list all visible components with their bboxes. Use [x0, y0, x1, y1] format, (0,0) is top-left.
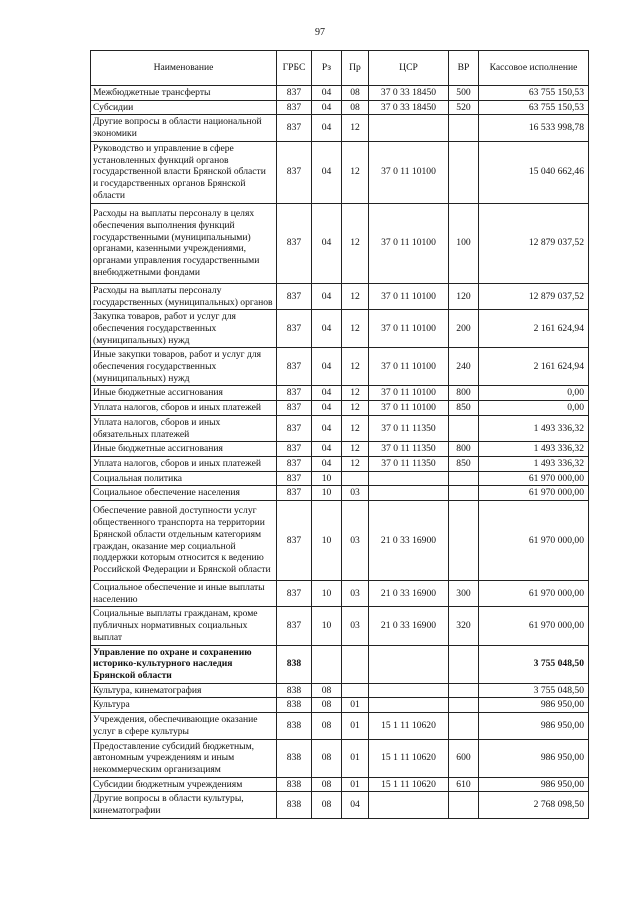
cell-vr: 850	[449, 401, 479, 416]
cell-rz: 08	[312, 739, 342, 777]
cell-pr: 12	[342, 386, 369, 401]
cell-rz: 04	[312, 115, 342, 141]
cell-csr	[369, 698, 449, 713]
cell-name: Социальные выплаты гражданам, кроме публичных нормативных социальных выплат	[91, 607, 277, 645]
cell-pr	[342, 471, 369, 486]
cell-pr: 03	[342, 501, 369, 581]
table-row	[91, 115, 589, 141]
cell-csr: 37 0 11 11350	[369, 415, 449, 441]
cell-rz: 04	[312, 348, 342, 386]
cell-rz: 04	[312, 401, 342, 416]
cell-name: Социальное обеспечение и иные выплаты населению	[91, 581, 277, 607]
cell-grbs: 837	[277, 348, 312, 386]
cell-name: Иные бюджетные ассигнования	[91, 442, 277, 457]
cell-amount: 63 755 150,53	[479, 86, 589, 101]
cell-vr	[449, 471, 479, 486]
cell-pr: 04	[342, 792, 369, 818]
cell-pr: 12	[342, 141, 369, 203]
cell-name: Уплата налогов, сборов и иных платежей	[91, 401, 277, 416]
cell-pr	[342, 645, 369, 683]
table-row	[91, 486, 589, 501]
cell-rz: 04	[312, 456, 342, 471]
cell-csr: 37 0 33 18450	[369, 100, 449, 115]
table-row	[91, 386, 589, 401]
cell-amount: 61 970 000,00	[479, 486, 589, 501]
cell-vr: 200	[449, 310, 479, 348]
cell-pr	[342, 683, 369, 698]
table-row	[91, 100, 589, 115]
cell-pr: 03	[342, 581, 369, 607]
cell-vr	[449, 141, 479, 203]
table-row	[91, 401, 589, 416]
cell-grbs: 837	[277, 115, 312, 141]
cell-grbs: 838	[277, 698, 312, 713]
cell-name: Культура	[91, 698, 277, 713]
cell-csr: 21 0 33 16900	[369, 607, 449, 645]
table-row	[91, 739, 589, 777]
cell-name: Закупка товаров, работ и услуг для обеспечения государственных (муниципальных) нужд	[91, 310, 277, 348]
table-row	[91, 442, 589, 457]
cell-amount: 2 161 624,94	[479, 348, 589, 386]
cell-csr	[369, 645, 449, 683]
cell-grbs: 838	[277, 739, 312, 777]
table-row	[91, 792, 589, 818]
cell-grbs: 837	[277, 141, 312, 203]
cell-vr: 800	[449, 386, 479, 401]
cell-csr: 37 0 11 10100	[369, 141, 449, 203]
cell-pr: 01	[342, 713, 369, 739]
cell-grbs: 838	[277, 645, 312, 683]
cell-amount: 1 493 336,32	[479, 415, 589, 441]
cell-vr: 500	[449, 86, 479, 101]
cell-rz: 10	[312, 607, 342, 645]
cell-amount: 12 879 037,52	[479, 203, 589, 283]
cell-csr: 37 0 33 18450	[369, 86, 449, 101]
cell-csr	[369, 115, 449, 141]
cell-csr	[369, 471, 449, 486]
table-row	[91, 456, 589, 471]
cell-pr: 12	[342, 115, 369, 141]
cell-pr: 03	[342, 607, 369, 645]
table-row	[91, 683, 589, 698]
cell-vr	[449, 115, 479, 141]
cell-vr	[449, 792, 479, 818]
cell-amount: 61 970 000,00	[479, 471, 589, 486]
cell-name: Управление по охране и сохранению историко-культурного наследия Брянской области	[91, 645, 277, 683]
table-row	[91, 310, 589, 348]
cell-csr: 37 0 11 10100	[369, 283, 449, 309]
cell-grbs: 837	[277, 386, 312, 401]
header-grbs: ГРБС	[277, 51, 312, 86]
cell-csr: 37 0 11 10100	[369, 386, 449, 401]
cell-rz: 08	[312, 777, 342, 792]
table-row	[91, 348, 589, 386]
cell-csr: 15 1 11 10620	[369, 777, 449, 792]
cell-amount: 986 950,00	[479, 739, 589, 777]
header-rz: Рз	[312, 51, 342, 86]
table-row	[91, 203, 589, 283]
cell-vr: 240	[449, 348, 479, 386]
cell-vr: 320	[449, 607, 479, 645]
cell-vr: 610	[449, 777, 479, 792]
cell-csr: 37 0 11 10100	[369, 310, 449, 348]
cell-rz: 04	[312, 442, 342, 457]
cell-name: Руководство и управление в сфере установленных функций органов государственной власти Брянской области и государственных органов Брянской области	[91, 141, 277, 203]
cell-name: Субсидии	[91, 100, 277, 115]
cell-rz: 04	[312, 141, 342, 203]
cell-vr: 120	[449, 283, 479, 309]
cell-name: Обеспечение равной доступности услуг общественного транспорта на территории Брянской области отдельным категориям граждан, оказание мер социальной поддержки которым относится к ведению Российской Федерации и Брянской области	[91, 501, 277, 581]
cell-grbs: 837	[277, 456, 312, 471]
cell-amount: 61 970 000,00	[479, 581, 589, 607]
cell-rz: 04	[312, 283, 342, 309]
cell-name: Субсидии бюджетным учреждениям	[91, 777, 277, 792]
cell-amount: 986 950,00	[479, 777, 589, 792]
cell-pr: 12	[342, 401, 369, 416]
cell-rz: 10	[312, 501, 342, 581]
cell-rz: 10	[312, 581, 342, 607]
cell-csr: 15 1 11 10620	[369, 713, 449, 739]
cell-csr: 37 0 11 10100	[369, 401, 449, 416]
table-row	[91, 415, 589, 441]
cell-amount: 1 493 336,32	[479, 442, 589, 457]
cell-rz: 04	[312, 203, 342, 283]
cell-name: Уплата налогов, сборов и иных платежей	[91, 456, 277, 471]
cell-csr: 15 1 11 10620	[369, 739, 449, 777]
cell-vr: 850	[449, 456, 479, 471]
cell-csr: 21 0 33 16900	[369, 501, 449, 581]
cell-csr: 37 0 11 11350	[369, 442, 449, 457]
cell-csr: 37 0 11 10100	[369, 203, 449, 283]
cell-rz	[312, 645, 342, 683]
cell-grbs: 837	[277, 486, 312, 501]
cell-rz: 04	[312, 386, 342, 401]
cell-rz: 04	[312, 86, 342, 101]
cell-amount: 63 755 150,53	[479, 100, 589, 115]
cell-grbs: 837	[277, 401, 312, 416]
cell-vr: 520	[449, 100, 479, 115]
table-row	[91, 698, 589, 713]
cell-vr	[449, 415, 479, 441]
cell-amount: 1 493 336,32	[479, 456, 589, 471]
cell-amount: 3 755 048,50	[479, 683, 589, 698]
cell-pr: 12	[342, 415, 369, 441]
cell-amount: 16 533 998,78	[479, 115, 589, 141]
cell-pr: 12	[342, 442, 369, 457]
cell-grbs: 837	[277, 442, 312, 457]
cell-pr: 12	[342, 348, 369, 386]
cell-name: Другие вопросы в области национальной экономики	[91, 115, 277, 141]
cell-pr: 12	[342, 283, 369, 309]
cell-csr: 37 0 11 11350	[369, 456, 449, 471]
cell-rz: 08	[312, 792, 342, 818]
cell-grbs: 837	[277, 283, 312, 309]
cell-rz: 10	[312, 486, 342, 501]
cell-vr: 300	[449, 581, 479, 607]
cell-vr	[449, 683, 479, 698]
table-row	[91, 713, 589, 739]
cell-name: Предоставление субсидий бюджетным, автономным учреждениям и иным некоммерческим организациям	[91, 739, 277, 777]
cell-amount: 3 755 048,50	[479, 645, 589, 683]
cell-vr	[449, 486, 479, 501]
cell-grbs: 838	[277, 792, 312, 818]
cell-amount: 61 970 000,00	[479, 607, 589, 645]
header-amount: Кассовое исполнение	[479, 51, 589, 86]
cell-name: Иные бюджетные ассигнования	[91, 386, 277, 401]
cell-csr	[369, 486, 449, 501]
cell-grbs: 838	[277, 683, 312, 698]
cell-csr: 21 0 33 16900	[369, 581, 449, 607]
cell-csr	[369, 683, 449, 698]
cell-vr	[449, 645, 479, 683]
table-row	[91, 501, 589, 581]
table-row	[91, 283, 589, 309]
cell-name: Расходы на выплаты персоналу государственных (муниципальных) органов	[91, 283, 277, 309]
cell-vr: 800	[449, 442, 479, 457]
cell-rz: 04	[312, 415, 342, 441]
cell-rz: 08	[312, 713, 342, 739]
cell-pr: 01	[342, 698, 369, 713]
table-row	[91, 581, 589, 607]
table-row	[91, 471, 589, 486]
cell-amount: 0,00	[479, 386, 589, 401]
budget-table	[90, 50, 589, 819]
cell-rz: 10	[312, 471, 342, 486]
cell-vr	[449, 713, 479, 739]
cell-pr: 12	[342, 456, 369, 471]
cell-grbs: 838	[277, 777, 312, 792]
cell-pr: 12	[342, 310, 369, 348]
cell-pr: 08	[342, 86, 369, 101]
cell-vr	[449, 698, 479, 713]
cell-grbs: 837	[277, 581, 312, 607]
cell-grbs: 837	[277, 310, 312, 348]
table-row	[91, 607, 589, 645]
cell-amount: 15 040 662,46	[479, 141, 589, 203]
cell-grbs: 837	[277, 607, 312, 645]
cell-rz: 04	[312, 100, 342, 115]
cell-grbs: 837	[277, 415, 312, 441]
cell-name: Другие вопросы в области культуры, кинематографии	[91, 792, 277, 818]
cell-grbs: 837	[277, 86, 312, 101]
cell-name: Уплата налогов, сборов и иных обязательных платежей	[91, 415, 277, 441]
header-csr: ЦСР	[369, 51, 449, 86]
cell-grbs: 837	[277, 501, 312, 581]
cell-amount: 2 768 098,50	[479, 792, 589, 818]
cell-csr	[369, 792, 449, 818]
header-vr: ВР	[449, 51, 479, 86]
cell-rz: 08	[312, 698, 342, 713]
cell-amount: 2 161 624,94	[479, 310, 589, 348]
table-header-row	[91, 51, 589, 86]
cell-grbs: 837	[277, 471, 312, 486]
cell-name: Социальное обеспечение населения	[91, 486, 277, 501]
cell-grbs: 838	[277, 713, 312, 739]
cell-amount: 12 879 037,52	[479, 283, 589, 309]
cell-name: Межбюджетные трансферты	[91, 86, 277, 101]
cell-name: Социальная политика	[91, 471, 277, 486]
cell-amount: 986 950,00	[479, 713, 589, 739]
cell-vr: 100	[449, 203, 479, 283]
cell-pr: 03	[342, 486, 369, 501]
cell-rz: 08	[312, 683, 342, 698]
cell-amount: 61 970 000,00	[479, 501, 589, 581]
cell-pr: 01	[342, 739, 369, 777]
cell-name: Расходы на выплаты персоналу в целях обеспечения выполнения функций государственными (муниципальными) органами, казенными учреждениями, органами управления государственными внебюджетными фондами	[91, 203, 277, 283]
cell-csr: 37 0 11 10100	[369, 348, 449, 386]
cell-pr: 08	[342, 100, 369, 115]
cell-amount: 0,00	[479, 401, 589, 416]
table-row	[91, 141, 589, 203]
table-row	[91, 777, 589, 792]
table-row	[91, 645, 589, 683]
page-number: 97	[315, 27, 325, 38]
table-body	[91, 86, 589, 819]
cell-vr	[449, 501, 479, 581]
cell-vr: 600	[449, 739, 479, 777]
cell-name: Учреждения, обеспечивающие оказание услуг в сфере культуры	[91, 713, 277, 739]
cell-pr: 12	[342, 203, 369, 283]
cell-grbs: 837	[277, 203, 312, 283]
header-name: Наименование	[91, 51, 277, 86]
cell-pr: 01	[342, 777, 369, 792]
cell-name: Культура, кинематография	[91, 683, 277, 698]
cell-amount: 986 950,00	[479, 698, 589, 713]
cell-grbs: 837	[277, 100, 312, 115]
header-pr: Пр	[342, 51, 369, 86]
cell-rz: 04	[312, 310, 342, 348]
cell-name: Иные закупки товаров, работ и услуг для обеспечения государственных (муниципальных) нужд	[91, 348, 277, 386]
table-row	[91, 86, 589, 101]
